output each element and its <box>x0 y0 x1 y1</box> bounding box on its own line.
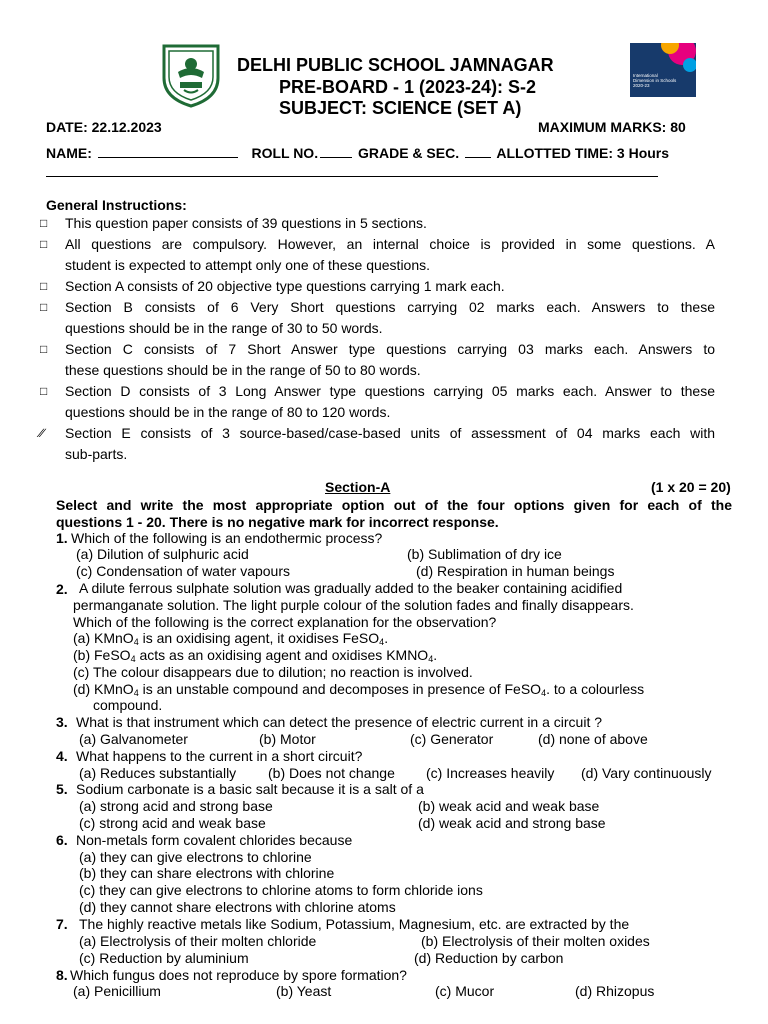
question-number: 4. <box>56 748 68 764</box>
subject-title: SUBJECT: SCIENCE (SET A) <box>279 98 522 118</box>
option-c: (c) strong acid and weak base <box>79 815 266 831</box>
option-d: (d) Vary continuously <box>581 765 712 781</box>
option-a: (a) Dilution of sulphuric acid <box>76 546 249 562</box>
bullet-icon: □ <box>40 384 48 398</box>
bullet-icon: □ <box>40 300 48 314</box>
question-text-line: Which of the following is the correct explanation for the observation? <box>73 614 497 630</box>
instructions-title: General Instructions: <box>46 197 187 213</box>
bullet-icon: □ <box>40 279 48 293</box>
instruction-line: Section E consists of 3 source-based/case-based units of assessment of 04 marks each with <box>65 425 715 441</box>
instruction-line: questions should be in the range of 80 to 120 words. <box>65 404 391 420</box>
option-b: (b) Motor <box>259 731 316 747</box>
option-a: (a) Electrolysis of their molten chloride <box>79 933 317 949</box>
header-divider <box>46 176 658 177</box>
instruction-item <box>65 381 715 423</box>
instruction-item <box>65 423 715 465</box>
roll-blank <box>320 145 352 158</box>
instruction-line: This question paper consists of 39 questions in 5 sections. <box>65 215 427 231</box>
option-c: (c) Reduction by aluminium <box>79 950 249 966</box>
option-c: (c) The colour disappears due to dilution; no reaction is involved. <box>73 664 473 680</box>
section-a-directions-line-2: questions 1 - 20. There is no negative mark for incorrect response. <box>56 514 499 530</box>
instruction-item <box>65 339 715 381</box>
school-logo <box>158 42 224 108</box>
badge-line-2: Dimension in Schools <box>633 78 677 83</box>
question-text: Which of the following is an endothermic process? <box>71 530 383 546</box>
question-text: Sodium carbonate is a basic salt because it is a salt of a <box>76 781 424 797</box>
instruction-item <box>65 297 715 339</box>
bullet-icon: □ <box>40 237 48 251</box>
international-dimension-badge <box>630 43 696 97</box>
instruction-line: student is expected to attempt only one of these questions. <box>65 257 431 273</box>
grade-label: GRADE & SEC. <box>357 145 460 161</box>
option-d-continued: compound. <box>93 697 163 713</box>
option-b: (b) Yeast <box>276 983 332 999</box>
exam-title: PRE-BOARD - 1 (2023-24): S-2 <box>279 77 537 97</box>
maximum-marks: MAXIMUM MARKS: 80 <box>538 119 686 135</box>
instruction-item <box>65 276 715 297</box>
badge-line-3: 2020-23 <box>633 83 650 88</box>
option-b: (b) Does not change <box>268 765 395 781</box>
option-d: (d) Rhizopus <box>575 983 655 999</box>
question-number: 7. <box>56 916 68 932</box>
bullet-icon: □ <box>40 342 48 356</box>
option-d: (d) they cannot share electrons with chlorine atoms <box>79 899 396 915</box>
question-text: What happens to the current in a short circuit? <box>76 748 363 764</box>
option-d: (d) none of above <box>538 731 648 747</box>
option-b: (b) FeSO$_4$ acts as an oxidising agent and oxidises $KMNO_4$. <box>73 647 438 664</box>
option-d: (d) KMnO$_4$ is an unstable compound and decomposes in presence of FeSO$_4$. to a colourless <box>73 681 645 698</box>
instruction-line: sub-parts. <box>65 446 128 462</box>
option-c: (c) Mucor <box>435 983 495 999</box>
option-a: (a) Galvanometer <box>79 731 188 747</box>
option-d: (d) Respiration in human beings <box>416 563 615 579</box>
badge-line-1: International <box>633 73 658 78</box>
option-a: (a) KMnO$_4$ is an oxidising agent, it oxidises FeSO$_4$. <box>73 630 389 647</box>
option-c: (c) they can give electrons to chlorine atoms to form chloride ions <box>79 882 483 898</box>
question-text-line: permanganate solution. The light purple colour of the solution fades and finally disappears. <box>73 597 634 613</box>
question-text: The highly reactive metals like Sodium, Potassium, Magnesium, etc. are extracted by the <box>79 916 630 932</box>
question-number: 2. <box>56 581 68 597</box>
question-text: Non-metals form covalent chlorides because <box>76 832 353 848</box>
instruction-line: these questions should be in the range of 50 to 80 words. <box>65 362 421 378</box>
roll-label: ROLL NO. <box>251 145 319 161</box>
option-a: (a) strong acid and strong base <box>79 798 273 814</box>
section-a-marks: (1 x 20 = 20) <box>651 479 731 495</box>
instruction-line: questions should be in the range of 30 to 50 words. <box>65 320 383 336</box>
option-c: (c) Generator <box>410 731 494 747</box>
option-a: (a) Reduces substantially <box>79 765 237 781</box>
question-number: 5. <box>56 781 68 797</box>
candidate-info-row <box>46 145 669 161</box>
pencil-icon: ∕∕ <box>40 426 45 440</box>
option-a: (a) Penicillium <box>73 983 161 999</box>
question-number: 1. <box>56 530 68 546</box>
school-name: DELHI PUBLIC SCHOOL JAMNAGAR <box>237 55 554 75</box>
option-b: (b) they can share electrons with chlorine <box>79 865 335 881</box>
bullet-icon: □ <box>40 216 48 230</box>
question-number: 6. <box>56 832 68 848</box>
question-text-line: A dilute ferrous sulphate solution was gradually added to the beaker containing acidified <box>79 580 623 596</box>
name-label: NAME: <box>46 145 92 161</box>
instruction-item <box>65 234 715 276</box>
question-number: 8. <box>56 967 68 983</box>
name-blank <box>98 145 238 158</box>
question-text: What is that instrument which can detect the presence of electric current in a circuit ? <box>76 714 603 730</box>
option-b: (b) Electrolysis of their molten oxides <box>421 933 650 949</box>
option-c: (c) Condensation of water vapours <box>76 563 290 579</box>
question-text: Which fungus does not reproduce by spore formation? <box>70 967 407 983</box>
instruction-line: Section C consists of 7 Short Answer type questions carrying 03 marks each. Answers to <box>65 341 715 357</box>
section-a-title: Section-A <box>325 479 391 495</box>
instruction-line: Section B consists of 6 Very Short questions carrying 02 marks each. Answers to these <box>65 299 715 315</box>
question-number: 3. <box>56 714 68 730</box>
instruction-line: All questions are compulsory. However, an internal choice is provided in some questions. A <box>65 236 715 252</box>
option-d: (d) weak acid and strong base <box>418 815 606 831</box>
instruction-line: Section A consists of 20 objective type questions carrying 1 mark each. <box>65 278 505 294</box>
option-b: (b) Sublimation of dry ice <box>407 546 562 562</box>
option-a: (a) they can give electrons to chlorine <box>79 849 312 865</box>
option-b: (b) weak acid and weak base <box>418 798 600 814</box>
instruction-item <box>65 213 715 234</box>
option-d: (d) Reduction by carbon <box>414 950 564 966</box>
instruction-line: Section D consists of 3 Long Answer type questions carrying 05 marks each. Answer to these <box>65 383 715 399</box>
section-a-directions-line-1: Select and write the most appropriate option out of the four options given for each of the <box>56 497 732 513</box>
exam-date: DATE: 22.12.2023 <box>46 119 162 135</box>
grade-blank <box>465 145 491 158</box>
time-label: ALLOTTED TIME: 3 Hours <box>496 145 670 161</box>
option-c: (c) Increases heavily <box>426 765 555 781</box>
